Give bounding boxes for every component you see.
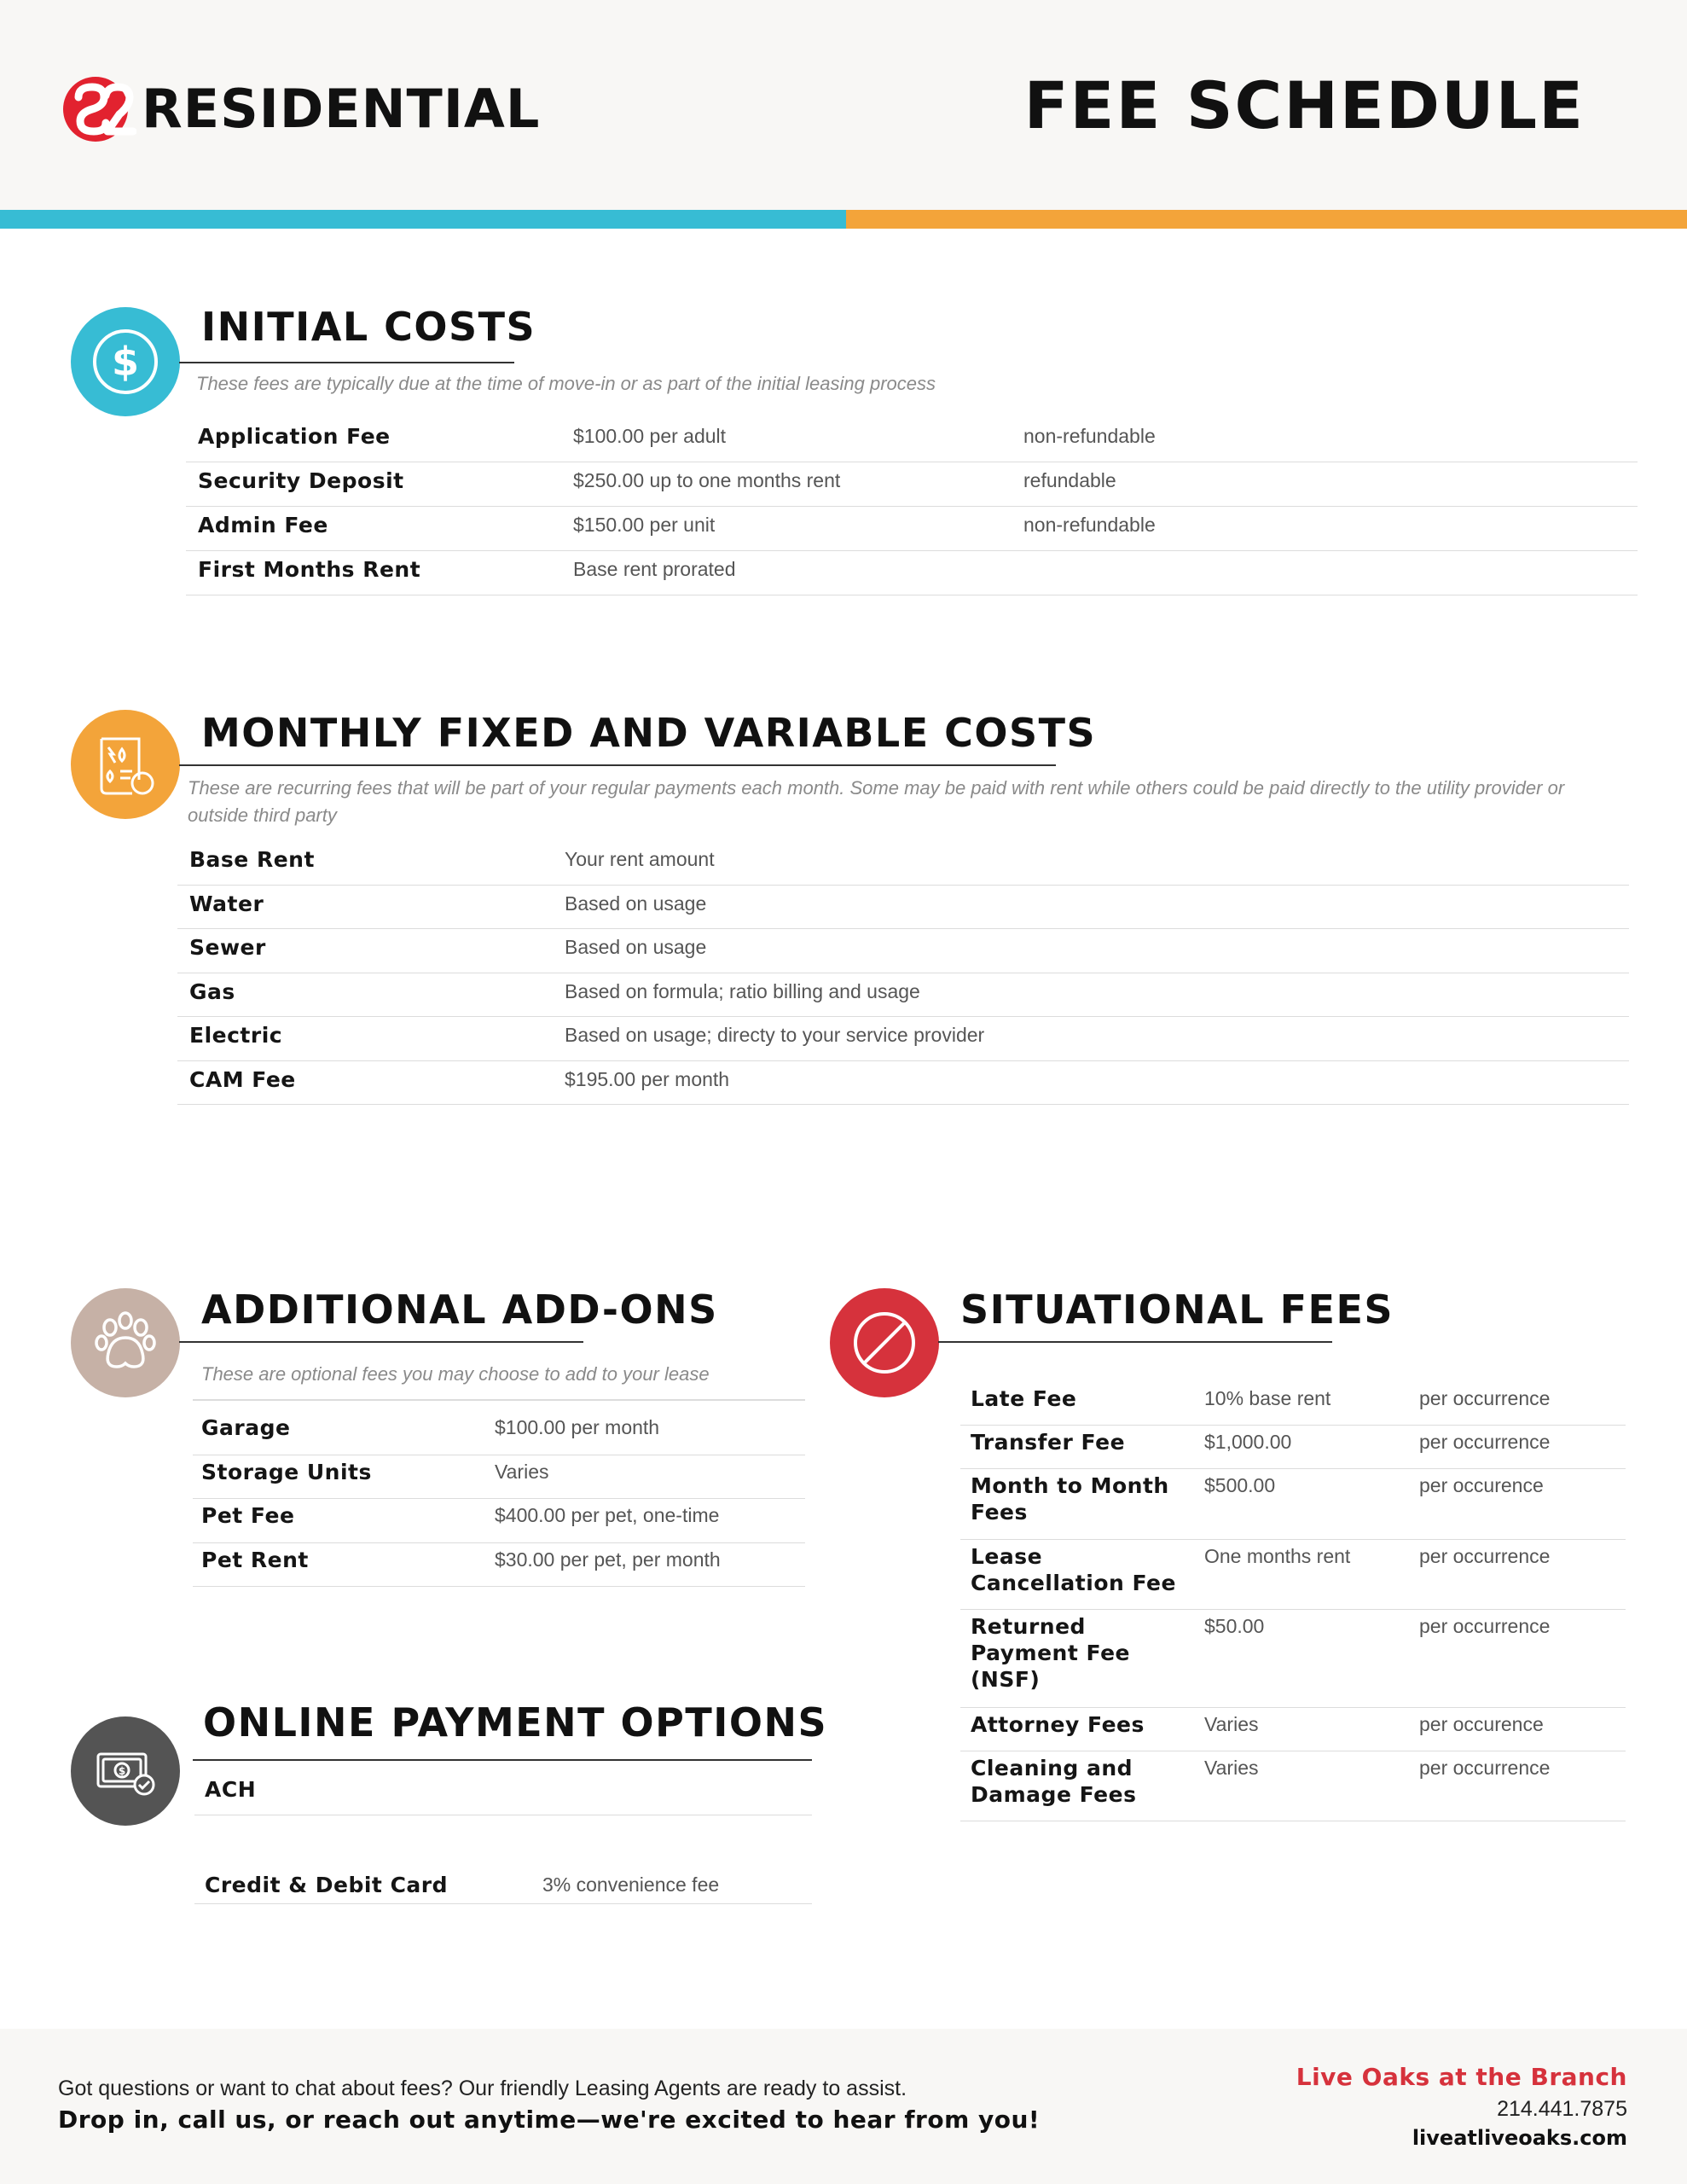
fee-note: refundable	[1023, 469, 1116, 491]
fee-amount: One months rent	[1204, 1545, 1351, 1567]
fee-amount: $500.00	[1204, 1474, 1276, 1496]
utility-bill-icon	[90, 729, 161, 800]
fee-note: non-refundable	[1023, 514, 1156, 536]
situational-table	[960, 1382, 1626, 1821]
addons-icon-badge	[71, 1288, 180, 1397]
fee-label: Gas	[189, 979, 235, 1004]
fee-amount: $100.00 per adult	[573, 425, 727, 447]
fee-note: per occurrence	[1419, 1387, 1551, 1409]
table-row	[960, 1469, 1626, 1540]
s2-logo-icon	[61, 72, 136, 147]
paw-icon	[90, 1307, 161, 1379]
fee-amount: Varies	[1204, 1757, 1259, 1779]
fee-note: per occurence	[1419, 1713, 1544, 1735]
fee-label: Storage Units	[201, 1459, 372, 1484]
fee-label: Sewer	[189, 935, 266, 960]
online-payment-rule	[193, 1759, 812, 1761]
fee-label: Water	[189, 891, 264, 916]
table-row	[186, 418, 1638, 462]
table-row	[177, 886, 1629, 930]
fee-amount: Based on formula; ratio billing and usage	[565, 979, 920, 1002]
situational-rule	[938, 1341, 1332, 1343]
page-header	[0, 0, 1687, 210]
fee-label: Pet Fee	[201, 1503, 295, 1528]
table-row	[960, 1540, 1626, 1610]
svg-text:$: $	[111, 339, 140, 385]
fee-label: Admin Fee	[198, 513, 328, 537]
payment-method: Credit & Debit Card	[205, 1873, 449, 1897]
fee-label: Lease Cancellation Fee	[971, 1544, 1176, 1595]
payment-method: ACH	[205, 1777, 257, 1802]
fee-label: Garage	[201, 1415, 291, 1440]
initial-costs-subtitle: These fees are typically due at the time of move-in or as part of the initial leasing process	[196, 373, 936, 394]
initial-costs-table	[186, 418, 1638, 595]
property-phone[interactable]: 214.441.7875	[1497, 2097, 1627, 2121]
document-title: FEE SCHEDULE	[1023, 67, 1585, 143]
fee-amount: $30.00 per pet, per month	[495, 1548, 721, 1571]
table-row	[193, 1455, 805, 1500]
fee-label: Cleaning and Damage Fees	[971, 1756, 1137, 1807]
fee-note: per occurrence	[1419, 1545, 1551, 1567]
fee-amount: $150.00 per unit	[573, 514, 716, 536]
payment-fee: 3% convenience fee	[542, 1873, 720, 1896]
table-row	[960, 1751, 1626, 1821]
online-payment-icon-badge	[71, 1716, 180, 1826]
logo-wordmark: RESIDENTIAL	[142, 78, 541, 140]
fee-label: Returned Payment Fee (NSF)	[971, 1614, 1130, 1692]
fee-amount: $50.00	[1204, 1615, 1265, 1637]
fee-amount: Based on usage	[565, 936, 707, 958]
table-row	[960, 1610, 1626, 1708]
fee-label: Security Deposit	[198, 468, 404, 493]
initial-costs-rule	[179, 362, 514, 363]
fee-label: CAM Fee	[189, 1066, 296, 1092]
monthly-costs-subtitle: These are recurring fees that will be part of your regular payments each month. Some may be paid with rent while others could be paid directly to the utility provider or outside third party	[188, 777, 1565, 826]
table-row	[177, 1061, 1629, 1106]
fee-amount: $400.00 per pet, one-time	[495, 1504, 720, 1526]
table-row	[194, 1815, 812, 1904]
fee-label: Pet Rent	[201, 1547, 309, 1572]
initial-costs-icon-badge	[71, 307, 180, 416]
page-footer	[0, 2029, 1687, 2184]
fee-note: per occurrence	[1419, 1615, 1551, 1637]
addons-title: ADDITIONAL ADD-ONS	[201, 1287, 718, 1333]
table-row	[960, 1708, 1626, 1751]
online-payment-table	[194, 1771, 812, 1904]
table-row	[960, 1382, 1626, 1426]
fee-amount: Varies	[1204, 1713, 1259, 1735]
footer-question-text: Got questions or want to chat about fees? Our friendly Leasing Agents are ready to assist.	[58, 2077, 907, 2100]
fee-label: Month to Month Fees	[971, 1473, 1169, 1525]
fee-amount: $1,000.00	[1204, 1431, 1292, 1453]
header-stripe-orange	[846, 210, 1687, 229]
fee-label: Transfer Fee	[971, 1430, 1126, 1455]
fee-note: per occurence	[1419, 1474, 1544, 1496]
table-row	[177, 1017, 1629, 1061]
fee-label: Attorney Fees	[971, 1712, 1145, 1737]
fee-label: Electric	[189, 1023, 283, 1048]
monthly-costs-rule	[179, 764, 1056, 766]
table-row	[177, 973, 1629, 1018]
monthly-costs-table	[177, 841, 1629, 1105]
table-row	[186, 507, 1638, 551]
prohibited-icon	[849, 1307, 920, 1379]
property-name: Live Oaks at the Branch	[1296, 2063, 1627, 2091]
table-row	[194, 1771, 812, 1815]
fee-amount: 10% base rent	[1204, 1387, 1331, 1409]
table-row	[177, 929, 1629, 973]
svg-text:$: $	[118, 1765, 126, 1777]
monthly-costs-icon-badge	[71, 710, 180, 819]
footer-cta-text: Drop in, call us, or reach out anytime—we're excited to hear from you!	[58, 2106, 1041, 2134]
table-row	[193, 1411, 805, 1455]
fee-amount: Base rent prorated	[573, 558, 736, 580]
addons-table	[193, 1411, 805, 1587]
table-row	[193, 1499, 805, 1543]
cash-payment-icon	[90, 1735, 161, 1807]
fee-amount: Varies	[495, 1460, 549, 1483]
table-row	[960, 1426, 1626, 1469]
company-logo	[61, 72, 540, 147]
fee-amount: $100.00 per month	[495, 1416, 660, 1438]
situational-title: SITUATIONAL FEES	[960, 1287, 1394, 1333]
situational-icon-badge	[830, 1288, 939, 1397]
fee-note: per occurrence	[1419, 1757, 1551, 1779]
fee-note: non-refundable	[1023, 425, 1156, 447]
fee-amount: Based on usage	[565, 892, 707, 915]
fee-label: Late Fee	[971, 1386, 1077, 1411]
fee-note: per occurrence	[1419, 1431, 1551, 1453]
monthly-costs-title: MONTHLY FIXED AND VARIABLE COSTS	[201, 710, 1097, 756]
addons-rule	[179, 1341, 583, 1343]
fee-amount: $250.00 up to one months rent	[573, 469, 841, 491]
table-row	[177, 841, 1629, 886]
table-row	[186, 462, 1638, 507]
fee-label: Base Rent	[189, 847, 315, 872]
dollar-icon	[90, 326, 161, 398]
online-payment-title: ONLINE PAYMENT OPTIONS	[203, 1699, 828, 1745]
initial-costs-title: INITIAL COSTS	[201, 304, 536, 350]
header-stripe-blue	[0, 210, 846, 229]
table-row	[186, 551, 1638, 595]
table-row	[193, 1543, 805, 1588]
fee-amount: Based on usage; directy to your service provider	[565, 1024, 985, 1046]
fee-amount: Your rent amount	[565, 848, 715, 870]
addons-subtitle: These are optional fees you may choose to add to your lease	[201, 1363, 710, 1385]
property-website[interactable]: liveatliveoaks.com	[1412, 2126, 1627, 2150]
fee-label: First Months Rent	[198, 557, 421, 582]
fee-label: Application Fee	[198, 424, 391, 449]
addons-table-top-rule	[193, 1399, 805, 1401]
fee-amount: $195.00 per month	[565, 1067, 730, 1090]
